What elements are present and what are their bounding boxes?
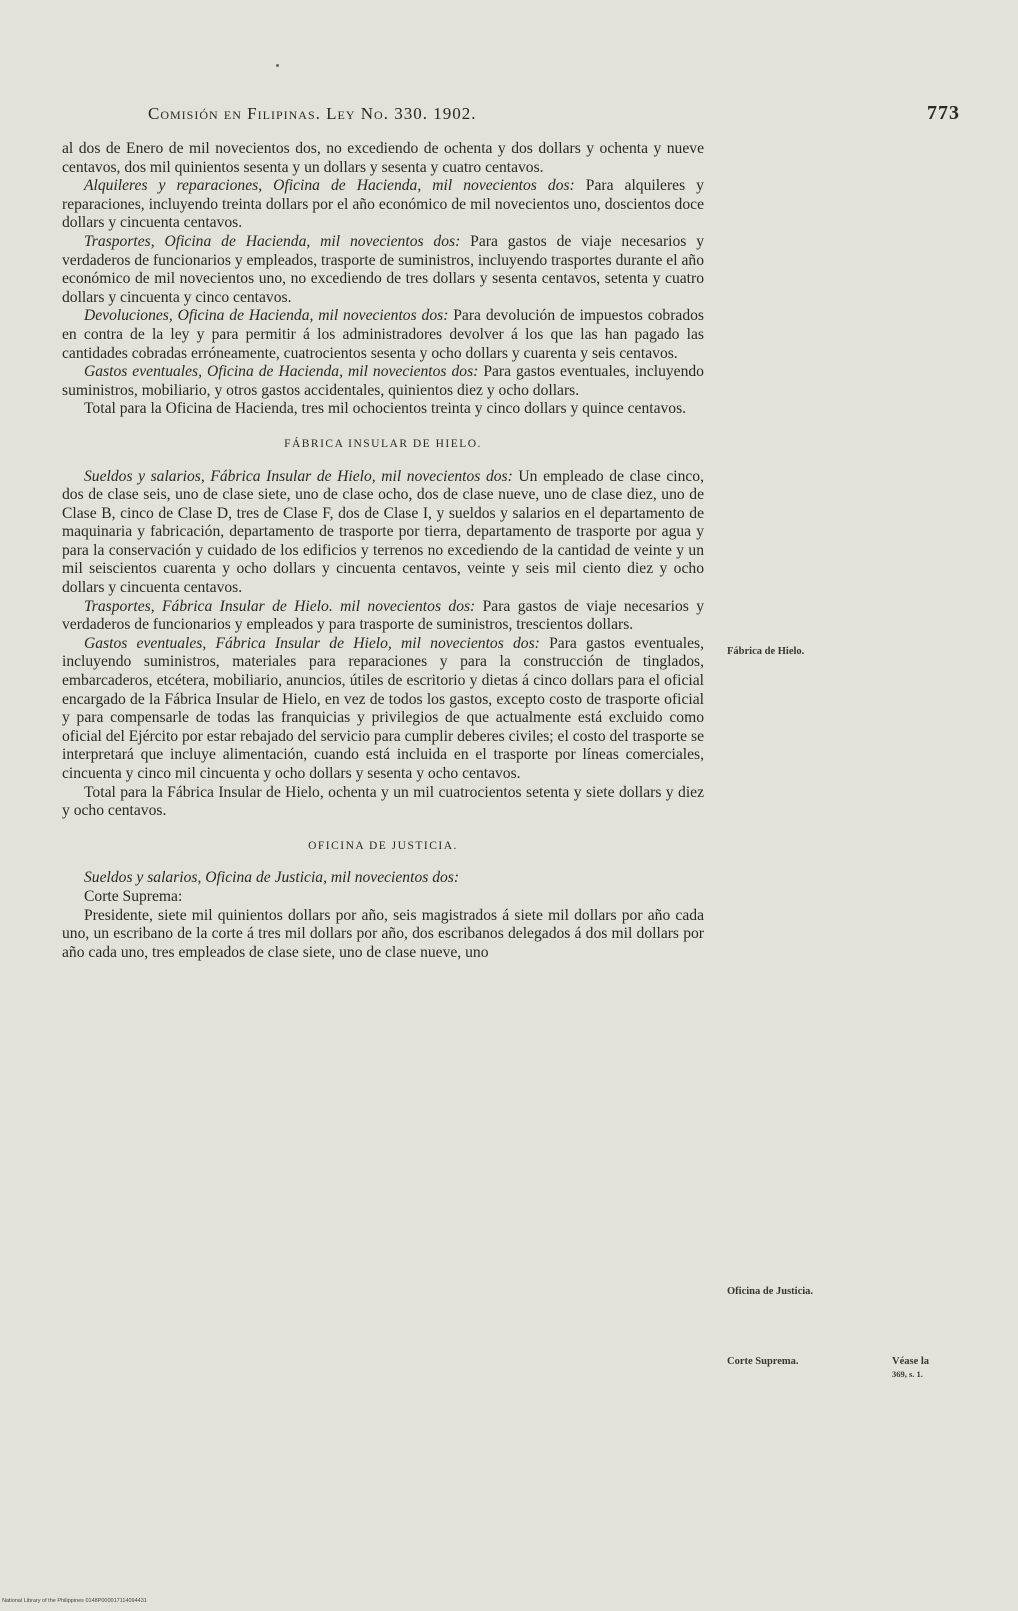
- paragraph-text: al dos de Enero de mil novecientos dos, no excediendo de ochenta y dos dollars y ochenta y nueve centavos, dos mil quinientos sesenta y un dollars y sesenta y cuatro centavos.: [62, 140, 704, 176]
- margin-note-fabrica: Fábrica de Hielo.: [727, 646, 805, 657]
- page-number: 773: [927, 102, 960, 124]
- paragraph-presidente: [62, 907, 704, 963]
- paragraph-total-hacienda: [62, 400, 704, 419]
- paragraph-text: Para alquileres y reparaciones, incluyendo treinta dollars por el año económico de mil novecientos uno, doscientos doce dollars y cincuenta centavos.: [62, 177, 704, 232]
- paragraph-text: Total para la Fábrica Insular de Hielo, ochenta y un mil cuatrocientos setenta y siete dollars y diez y ocho centavos.: [62, 783, 704, 820]
- section-heading-justicia: OFICINA DE JUSTICIA.: [308, 839, 458, 852]
- paragraph-trasportes-hielo: [62, 598, 704, 635]
- paragraph-gastos-hielo: [62, 635, 704, 784]
- margin-note-justicia: Oficina de Justicia.: [727, 1286, 814, 1297]
- page-header: [148, 104, 960, 128]
- paragraph-text: Presidente, siete mil quinientos dollars por año, seis magistrados á siete mil dollars por año cada uno, un escribano de la corte á tres mil dollars por año, dos escribanos delegados á dos mil dollars por año cada uno, tres empleados de clase siete, uno de clase nueve, uno: [62, 906, 704, 961]
- corte-suprema-label: Corte Suprema:: [84, 887, 183, 905]
- margin-note-vease-ref: 369, s. 1.: [892, 1369, 923, 1379]
- paragraph-continuation: [62, 140, 704, 177]
- paragraph-text: Para gastos de viaje necesarios y verdaderos de funcionarios y empleados y para trasporte de suministros, trescientos dollars.: [62, 597, 704, 634]
- margin-note-corte: Corte Suprema.: [727, 1356, 799, 1367]
- paragraph-text: Un empleado de clase cinco, dos de clase seis, uno de clase siete, uno de clase ocho, dos de clase nueve, uno de clase diez, uno de Clase B, cinco de Clase D, tres de Clase F, dos de Clase I, y sueldos y salarios en el departamento de maquinaria y fabricación, departamento de trasporte por tierra, departamento de trasporte por agua y para la conservación y cuidado de los edificios y terrenos no excediendo de la cantidad de veinte y un mil seiscientos cuarenta y ocho dollars y cincuenta centavos, veinte y seis mil ciento diez y ocho dollars y cincuenta centavos.: [62, 467, 704, 597]
- paragraph-text: Para devolución de impuestos cobrados en contra de la ley y para permitir á los administradores devolver á los que las han pagado las cantidades cobradas erróneamente, cuatrocientos sesenta y ocho dollars y cuarenta y seis centavos.: [62, 307, 704, 362]
- paragraph-trasportes: [62, 233, 704, 307]
- speck-mark: [276, 64, 279, 67]
- paragraph-lead: Sueldos y salarios, Fábrica Insular de Hielo, mil novecientos dos:: [84, 467, 513, 485]
- paragraph-devoluciones: [62, 307, 704, 363]
- margin-note-vease: Véase la: [892, 1356, 930, 1367]
- paragraph-gastos: [62, 363, 704, 400]
- library-footer: National Library of the Philippines 0148P000017114094431: [2, 1598, 147, 1604]
- paragraph-text: Para gastos eventuales, incluyendo suministros, materiales para reparaciones y para la construcción de tinglados, embarcaderos, etcétera, mobiliario, anuncios, útiles de escritorio y dietas á cinco dollars para el oficial encargado de la Fábrica Insular de Hielo, en vez de todos los gastos, excepto costo de trasporte oficial y para compensarle de todas las franquicias y privilegios de que actualmente está excluido como oficial del Ejército por estar rebajado del servicio para cumplir deberes civiles; el costo del trasporte se interpretará que incluye alimentación, cuando está incluida en el trasporte por líneas comerciales, cincuenta y cinco mil cincuenta y ocho dollars y sesenta y ocho centavos.: [62, 634, 704, 782]
- paragraph-lead: Gastos eventuales, Oficina de Hacienda, mil novecientos dos:: [84, 363, 479, 381]
- paragraph-lead: Trasportes, Fábrica Insular de Hielo. mil novecientos dos:: [84, 597, 476, 615]
- paragraph-alquileres: [62, 177, 704, 233]
- body-text: [62, 140, 704, 962]
- paragraph-text: Para gastos eventuales, incluyendo suministros, mobiliario, y otros gastos accidentales, quinientos diez y ocho dollars.: [62, 363, 704, 399]
- paragraph-lead: Devoluciones, Oficina de Hacienda, mil novecientos dos:: [84, 307, 449, 325]
- paragraph-lead: Alquileres y reparaciones, Oficina de Hacienda, mil novecientos dos:: [84, 177, 575, 195]
- running-title: Comisión en Filipinas. Ley No. 330. 1902.: [148, 104, 477, 123]
- paragraph-text: Total para la Oficina de Hacienda, tres mil ochocientos treinta y cinco dollars y quince centavos.: [84, 400, 687, 418]
- paragraph-lead: Trasportes, Oficina de Hacienda, mil novecientos dos:: [84, 232, 461, 250]
- paragraph-lead: Gastos eventuales, Fábrica Insular de Hielo, mil novecientos dos:: [84, 634, 540, 652]
- paragraph-text: Para gastos de viaje necesarios y verdaderos de funcionarios y empleados, trasporte de suministros, incluyendo trasportes durante el año económico de mil novecientos uno, no excediendo de tres dollars y sesenta centavos, setenta y cuatro dollars y cincuenta y cinco centavos.: [62, 232, 705, 306]
- paragraph-sueldos-hielo: [62, 468, 704, 598]
- subheading-sueldos-justicia: Sueldos y salarios, Oficina de Justicia, mil novecientos dos:: [84, 869, 460, 887]
- section-heading-fabrica: FÁBRICA INSULAR DE HIELO.: [284, 437, 482, 450]
- paragraph-total-hielo: [62, 784, 704, 821]
